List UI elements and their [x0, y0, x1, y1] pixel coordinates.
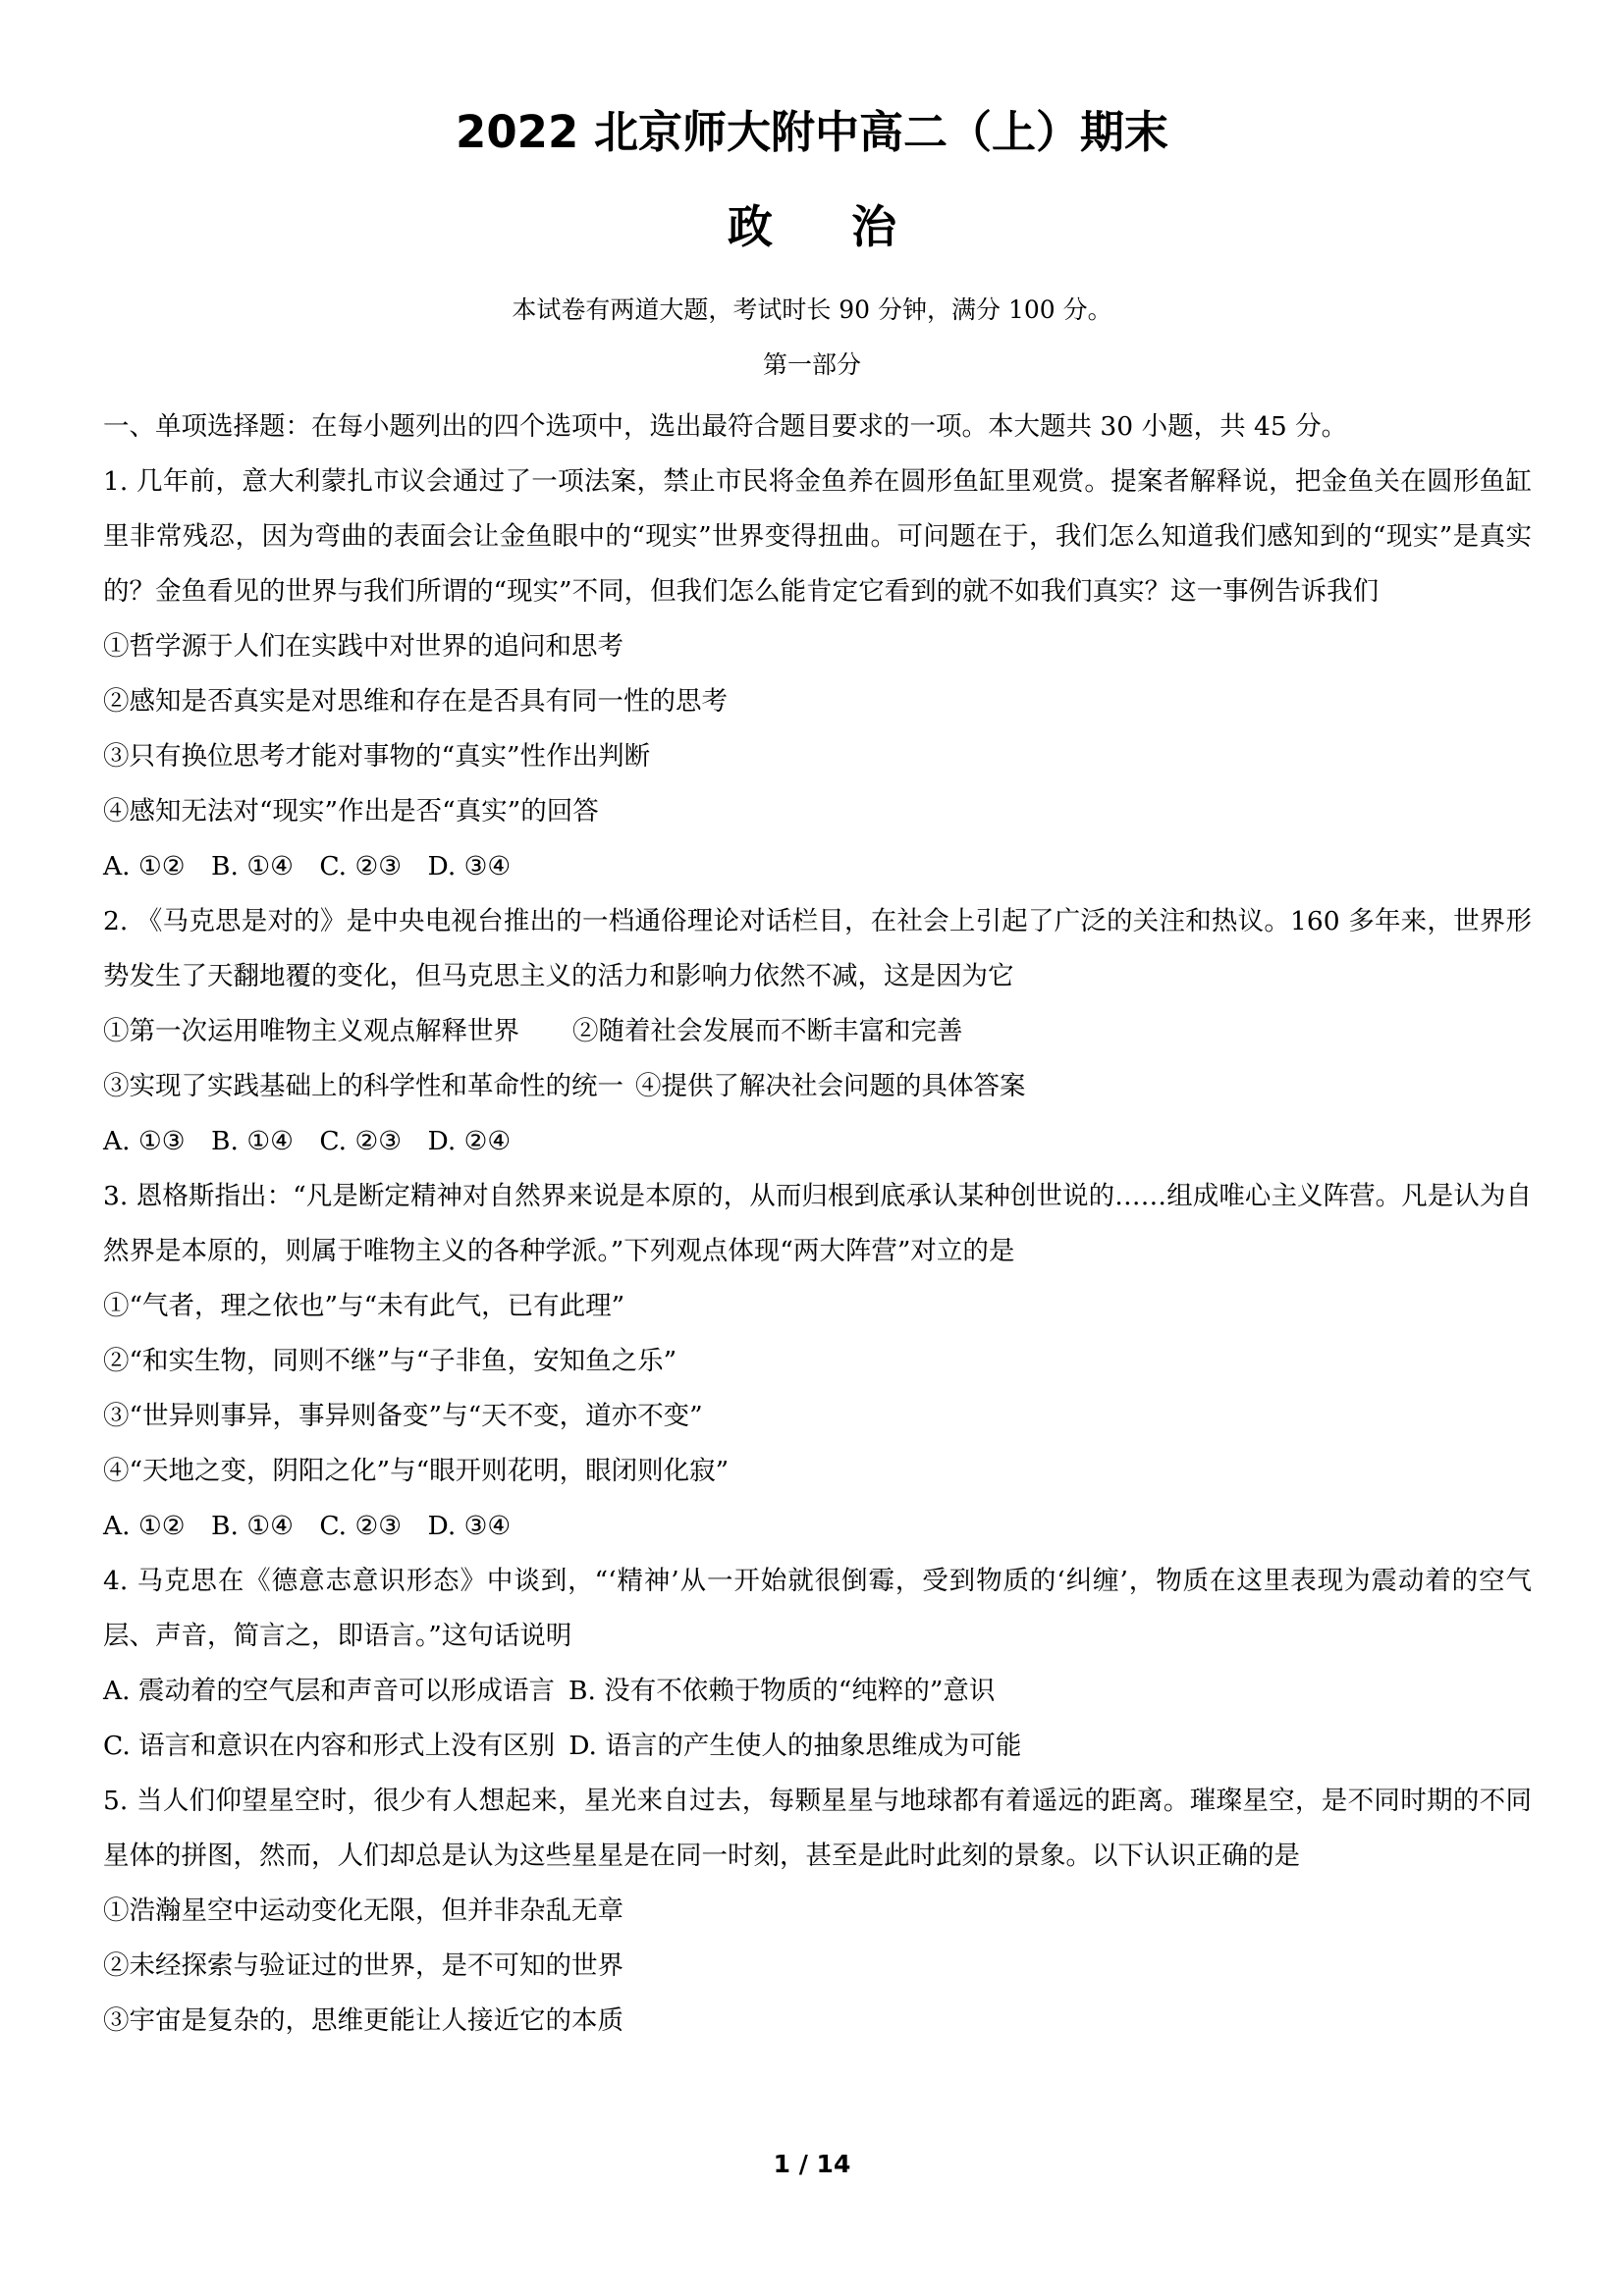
question-2-statement-1: ①第一次运用唯物主义观点解释世界 — [103, 1016, 519, 1046]
section-heading: 一、单项选择题：在每小题列出的四个选项中，选出最符合题目要求的一项。本大题共 30 小题，共 45 分。 — [103, 411, 1348, 442]
exam-title: 2022 北京师大附中高二（上）期末 — [456, 106, 1168, 158]
question-3-statement-3: ③“世异则事异，事异则备变”与“天不变，道亦不变” — [103, 1401, 703, 1431]
question-4-option-b: B. 没有不依赖于物质的“纯粹的”意识 — [568, 1676, 996, 1706]
question-2-options: A. ①③ B. ①④ C. ②③ D. ②④ — [103, 1126, 512, 1156]
question-4-option-c: C. 语言和意识在内容和形式上没有区别 — [103, 1731, 556, 1761]
question-2-statements-row-1 — [103, 1004, 1532, 1059]
question-2-statement-4: ④提供了解决社会问题的具体答案 — [635, 1071, 1026, 1101]
question-1-options: A. ①② B. ①④ C. ②③ D. ③④ — [103, 851, 512, 881]
question-2-statements-row-2 — [103, 1059, 1532, 1114]
question-4-options-row-1 — [103, 1664, 1532, 1719]
question-2-stem: 2. 《马克思是对的》是中央电视台推出的一档通俗理论对话栏目，在社会上引起了广泛的关注和热议。160 多年来，世界形势发生了天翻地覆的变化，但马克思主义的活力和影响力依然不减，这是因为它 — [103, 906, 1532, 991]
question-1-statement-2: ②感知是否真实是对思维和存在是否具有同一性的思考 — [103, 686, 728, 717]
question-4-options-row-2 — [103, 1719, 1532, 1774]
page-number: 1 / 14 — [773, 2150, 851, 2178]
question-5-statement-3: ③宇宙是复杂的，思维更能让人接近它的本质 — [103, 2005, 623, 2036]
question-1-statement-1: ①哲学源于人们在实践中对世界的追问和思考 — [103, 631, 623, 662]
question-1-statement-4: ④感知无法对“现实”作出是否“真实”的回答 — [103, 796, 599, 827]
exam-intro: 本试卷有两道大题，考试时长 90 分钟，满分 100 分。 — [512, 295, 1112, 324]
question-4-stem: 4. 马克思在《德意志意识形态》中谈到，“‘精神’从一开始就很倒霉，受到物质的‘纠缠’，物质在这里表现为震动着的空气层、声音，简言之，即语言。”这句话说明 — [103, 1566, 1532, 1651]
question-5-statement-2: ②未经探索与验证过的世界，是不可知的世界 — [103, 1950, 623, 1981]
question-1-statement-3: ③只有换位思考才能对事物的“真实”性作出判断 — [103, 741, 651, 772]
question-3-stem: 3. 恩格斯指出：“凡是断定精神对自然界来说是本原的，从而归根到底承认某种创世说的……组成唯心主义阵营。凡是认为自然界是本原的，则属于唯物主义的各种学派。”下列观点体现“两大阵营”对立的是 — [103, 1181, 1532, 1266]
question-list — [103, 400, 1532, 2049]
question-1-stem: 1. 几年前，意大利蒙扎市议会通过了一项法案，禁止市民将金鱼养在圆形鱼缸里观赏。提案者解释说，把金鱼关在圆形鱼缸里非常残忍，因为弯曲的表面会让金鱼眼中的“现实”世界变得扭曲。可问题在于，我们怎么知道我们感知到的“现实”是真实的？金鱼看见的世界与我们所谓的“现实”不同，但我们怎么能肯定它看到的就不如我们真实？这一事例告诉我们 — [103, 466, 1532, 607]
question-3-statement-2: ②“和实生物，同则不继”与“子非鱼，安知鱼之乐” — [103, 1346, 677, 1376]
question-4-option-d: D. 语言的产生使人的抽象思维成为可能 — [568, 1731, 1022, 1761]
subject-title: 政治 — [728, 200, 975, 253]
question-3-statement-1: ①“气者，理之依也”与“未有此气，已有此理” — [103, 1291, 625, 1321]
question-3-options: A. ①② B. ①④ C. ②③ D. ③④ — [103, 1511, 512, 1541]
question-3-statement-4: ④“天地之变，阴阳之化”与“眼开则花明，眼闭则化寂” — [103, 1456, 730, 1486]
question-2-statement-3: ③实现了实践基础上的科学性和革命性的统一 — [103, 1071, 623, 1101]
question-5-stem: 5. 当人们仰望星空时，很少有人想起来，星光来自过去，每颗星星与地球都有着遥远的距离。璀璨星空，是不同时期的不同星体的拼图，然而，人们却总是认为这些星星是在同一时刻，甚至是此时此刻的景象。以下认识正确的是 — [103, 1786, 1532, 1871]
question-5-statement-1: ①浩瀚星空中运动变化无限，但并非杂乱无章 — [103, 1896, 623, 1926]
question-4-option-a: A. 震动着的空气层和声音可以形成语言 — [103, 1676, 555, 1706]
part-label: 第一部分 — [762, 350, 861, 379]
question-2-statement-2: ②随着社会发展而不断丰富和完善 — [572, 1016, 963, 1046]
